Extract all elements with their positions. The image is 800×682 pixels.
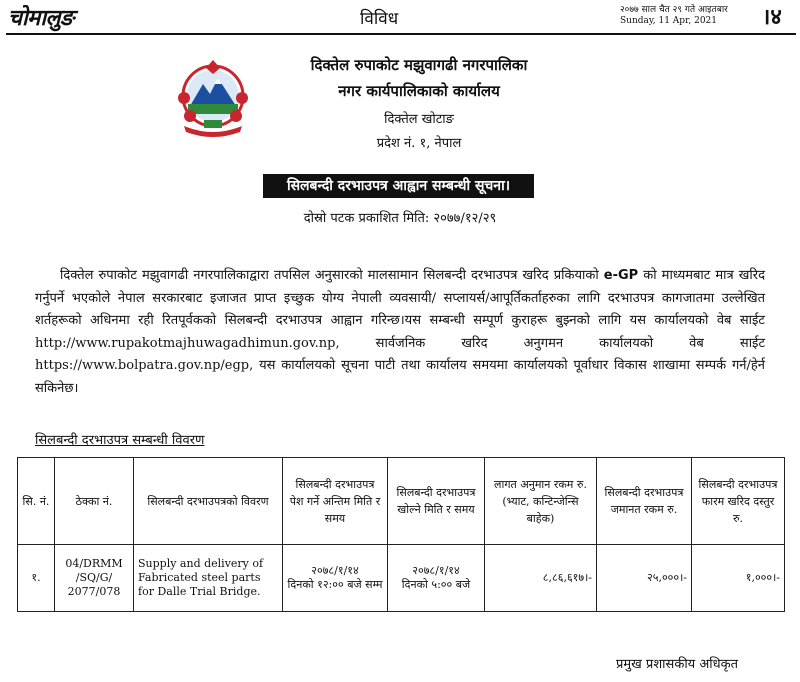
cell-form-fee: १,०००।- — [692, 545, 785, 612]
open-time: दिनको ५:०० बजे — [401, 578, 471, 591]
notice-body — [35, 265, 765, 400]
cell-sn: १. — [18, 545, 55, 612]
table-row — [18, 545, 785, 612]
cell-opening-date — [388, 545, 485, 612]
cell-contract-no: 04/DRMM /SQ/G/ 2077/078 — [55, 545, 134, 612]
office-province: प्रदेश नं. १, नेपाल — [376, 136, 462, 151]
header-description: सिलबन्दी दरभाउपत्रको विवरण — [134, 458, 283, 545]
header-form-fee: सिलबन्दी दरभाउपत्र फारम खरिद दस्तुर रु. — [692, 458, 785, 545]
table-header-row — [18, 458, 785, 545]
cell-bid-security: २५,०००।- — [597, 545, 692, 612]
masthead-divider — [6, 33, 796, 35]
office-name: नगर कार्यपालिकाको कार्यालय — [338, 82, 500, 100]
date-nepali: २०७७ साल चैत २९ गते आइतबार — [620, 5, 728, 15]
header-submit-deadline: सिलबन्दी दरभाउपत्र पेश गर्ने अन्तिम मिति र समय — [283, 458, 388, 545]
header-cost-estimate: लागत अनुमान रकम रु. (भ्याट, कन्टिन्जेन्सि बाहेक) — [485, 458, 597, 545]
date-english: Sunday, 11 Apr, 2021 — [620, 16, 718, 26]
body-part1: दिक्तेल रुपाकोट मझुवागढी नगरपालिकाद्वारा तपसिल अनुसारको मालसामान सिलबन्दी दरभाउपत्र खरिद प्रकियाको — [60, 268, 604, 283]
cell-description: Supply and delivery of Fabricated steel parts for Dalle Trial Bridge. — [134, 545, 283, 612]
cell-cost-estimate: ८,८६,६१७।- — [485, 545, 597, 612]
submit-time: दिनको १२:०० बजे सम्म — [287, 578, 383, 591]
section-title: विविध — [360, 9, 399, 29]
newspaper-logo: चोमालुङ — [8, 6, 74, 31]
header-sn: सि. नं. — [18, 458, 55, 545]
page-number: ।४ — [762, 5, 782, 30]
submit-date: २०७८/१/१४ — [311, 564, 359, 577]
header-bid-security: सिलबन्दी दरभाउपत्र जमानत रकम रु. — [597, 458, 692, 545]
header-contract-no: ठेक्का नं. — [55, 458, 134, 545]
publish-date: दोस्रो पटक प्रकाशित मिति: २०७७/१२/२९ — [303, 211, 497, 226]
body-part2: को माध्यमबाट मात्र खरिद गर्नुपर्ने भएकोले नेपाल सरकारबाट इजाजत प्राप्त इच्छुक योग्य नेपाली व्यवसायी/ सप्लायर्स/आपूर्तिकर्ताहरुका लागि दरभाउपत्र कागजातमा उल्लेखित शर्तहरूको अधिनमा रही रितपूर्वकको सिलबन्दी दरभाउपत्र आह्वान गरिन्छ।यस सम्बन्धी सम्पूर्ण कुराहरू बुझ्नको लागि यस कार्यालयको वेब साईट http://www.rupakotmajhuwagadhimun.gov.np, सार्वजनिक खरिद अनुगमन कार्यालयको वेब साईट https://www.bolpatra.gov.np/egp, यस कार्यालयको सूचना पाटी तथा कार्यालय समयमा कार्यालयको पूर्वाधार विकास शाखामा सम्पर्क गर्न/हेर्न सकिनेछ। — [35, 268, 765, 396]
municipality-name: दिक्तेल रुपाकोट मझुवागढी नगरपालिका — [310, 56, 528, 74]
notice-title: सिलबन्दी दरभाउपत्र आह्वान सम्बन्धी सूचना। — [263, 174, 534, 198]
header-opening-date: सिलबन्दी दरभाउपत्र खोल्ने मिति र समय — [388, 458, 485, 545]
cell-submit-deadline — [283, 545, 388, 612]
office-location: दिक्तेल खोटाङ — [384, 112, 454, 127]
details-heading: सिलबन्दी दरभाउपत्र सम्बन्धी विवरण — [35, 433, 205, 448]
open-date: २०७८/१/१४ — [412, 564, 460, 577]
signatory-title: प्रमुख प्रशासकीय अधिकृत — [616, 657, 739, 672]
bid-details-table — [17, 457, 785, 612]
egp-label: e-GP — [603, 268, 639, 283]
